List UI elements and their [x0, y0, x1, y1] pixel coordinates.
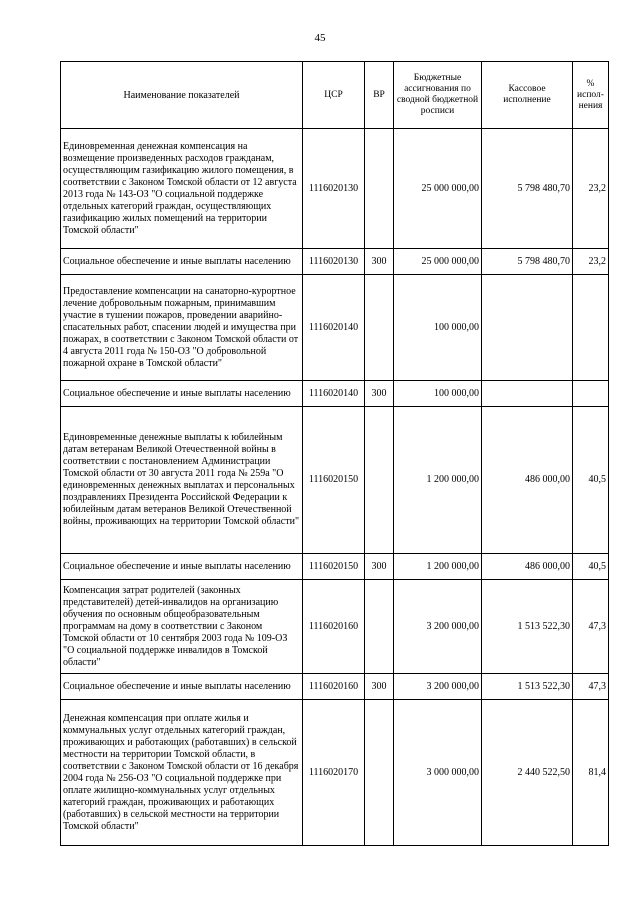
row-allocations: 3 200 000,00	[394, 580, 482, 674]
row-cash-execution: 486 000,00	[482, 407, 573, 554]
row-allocations: 100 000,00	[394, 381, 482, 407]
row-percent: 47,3	[573, 580, 609, 674]
row-vr	[365, 129, 394, 249]
row-csr: 1116020150	[303, 407, 365, 554]
row-csr: 1116020150	[303, 554, 365, 580]
table-row	[61, 249, 609, 275]
row-vr	[365, 700, 394, 846]
table-row	[61, 275, 609, 381]
column-header-cash-execution: Кассовое исполнение	[482, 62, 573, 129]
row-allocations: 1 200 000,00	[394, 407, 482, 554]
row-name: Единовременная денежная компенсация на возмещение произведенных расходов гражданам, осуществляющим газификацию жилого помещения, в соответствии с Законом Томской области от 12 августа 2013 года № 143-ОЗ "О социальной поддержке отдельных категорий граждан, осуществляющих газификацию жилых помещений на территории Томской области"	[61, 129, 303, 249]
table-row	[61, 129, 609, 249]
row-allocations: 1 200 000,00	[394, 554, 482, 580]
row-cash-execution: 5 798 480,70	[482, 249, 573, 275]
row-csr: 1116020130	[303, 249, 365, 275]
row-vr	[365, 275, 394, 381]
row-cash-execution: 1 513 522,30	[482, 674, 573, 700]
row-percent	[573, 275, 609, 381]
row-percent: 23,2	[573, 129, 609, 249]
row-csr: 1116020130	[303, 129, 365, 249]
row-allocations: 3 000 000,00	[394, 700, 482, 846]
table-row	[61, 700, 609, 846]
row-name: Предоставление компенсации на санаторно-курортное лечение добровольным пожарным, принимавшим участие в тушении пожаров, проведении аварийно-спасательных работ, спасении людей и имущества при пожарах, в соответствии с Законом Томской области от 4 августа 2011 года № 150-ОЗ "О добровольной пожарной охране в Томской области"	[61, 275, 303, 381]
row-name: Социальное обеспечение и иные выплаты населению	[61, 249, 303, 275]
table-row	[61, 407, 609, 554]
row-name: Компенсация затрат родителей (законных представителей) детей-инвалидов на организацию обучения по основным общеобразовательным программам на дому в соответствии с Законом Томской области от 10 сентября 2003 года № 109-ОЗ "О социальной поддержке инвалидов в Томской области"	[61, 580, 303, 674]
row-csr: 1116020170	[303, 700, 365, 846]
row-vr: 300	[365, 249, 394, 275]
row-vr	[365, 407, 394, 554]
table-row	[61, 554, 609, 580]
table-header-row	[61, 62, 609, 129]
row-cash-execution	[482, 275, 573, 381]
row-percent: 47,3	[573, 674, 609, 700]
row-percent	[573, 381, 609, 407]
column-header-csr: ЦСР	[303, 62, 365, 129]
column-header-name: Наименование показателей	[61, 62, 303, 129]
row-cash-execution: 486 000,00	[482, 554, 573, 580]
row-percent: 81,4	[573, 700, 609, 846]
table-row	[61, 381, 609, 407]
table-row	[61, 674, 609, 700]
row-name: Единовременные денежные выплаты к юбилейным датам ветеранам Великой Отечественной войны в соответствии с постановлением Администрации Томской области от 30 августа 2011 года № 259а "О единовременных денежных выплатах и персональных поздравлениях Президента Российской Федерации к юбилейным датам ветеранов Великой Отечественной войны, проживающих на территории Томской области"	[61, 407, 303, 554]
column-header-vr: ВР	[365, 62, 394, 129]
row-cash-execution: 5 798 480,70	[482, 129, 573, 249]
row-csr: 1116020160	[303, 580, 365, 674]
row-name: Социальное обеспечение и иные выплаты населению	[61, 381, 303, 407]
page-number: 45	[314, 32, 326, 44]
row-vr: 300	[365, 554, 394, 580]
row-allocations: 25 000 000,00	[394, 249, 482, 275]
row-vr	[365, 580, 394, 674]
row-vr: 300	[365, 381, 394, 407]
row-percent: 23,2	[573, 249, 609, 275]
row-cash-execution	[482, 381, 573, 407]
column-header-allocations: Бюджетные ассигнования по сводной бюджетной росписи	[394, 62, 482, 129]
row-csr: 1116020160	[303, 674, 365, 700]
budget-execution-table	[60, 61, 609, 846]
row-allocations: 25 000 000,00	[394, 129, 482, 249]
row-name: Социальное обеспечение и иные выплаты населению	[61, 554, 303, 580]
row-csr: 1116020140	[303, 381, 365, 407]
row-name: Денежная компенсация при оплате жилья и коммунальных услуг отдельных категорий граждан, проживающих и работающих (работавших) в сельской местности на территории Томской области, в соответствии с Законом Томской области от 16 декабря 2004 года № 256-ОЗ "О социальной поддержке при оплате жилищно-коммунальных услуг отдельных категорий граждан, проживающих и работающих (работавших) в сельской местности на территории Томской области"	[61, 700, 303, 846]
row-csr: 1116020140	[303, 275, 365, 381]
row-allocations: 100 000,00	[394, 275, 482, 381]
row-cash-execution: 2 440 522,50	[482, 700, 573, 846]
row-vr: 300	[365, 674, 394, 700]
table-row	[61, 580, 609, 674]
row-name: Социальное обеспечение и иные выплаты населению	[61, 674, 303, 700]
row-percent: 40,5	[573, 554, 609, 580]
row-allocations: 3 200 000,00	[394, 674, 482, 700]
row-percent: 40,5	[573, 407, 609, 554]
column-header-percent: % испол-нения	[573, 62, 609, 129]
row-cash-execution: 1 513 522,30	[482, 580, 573, 674]
